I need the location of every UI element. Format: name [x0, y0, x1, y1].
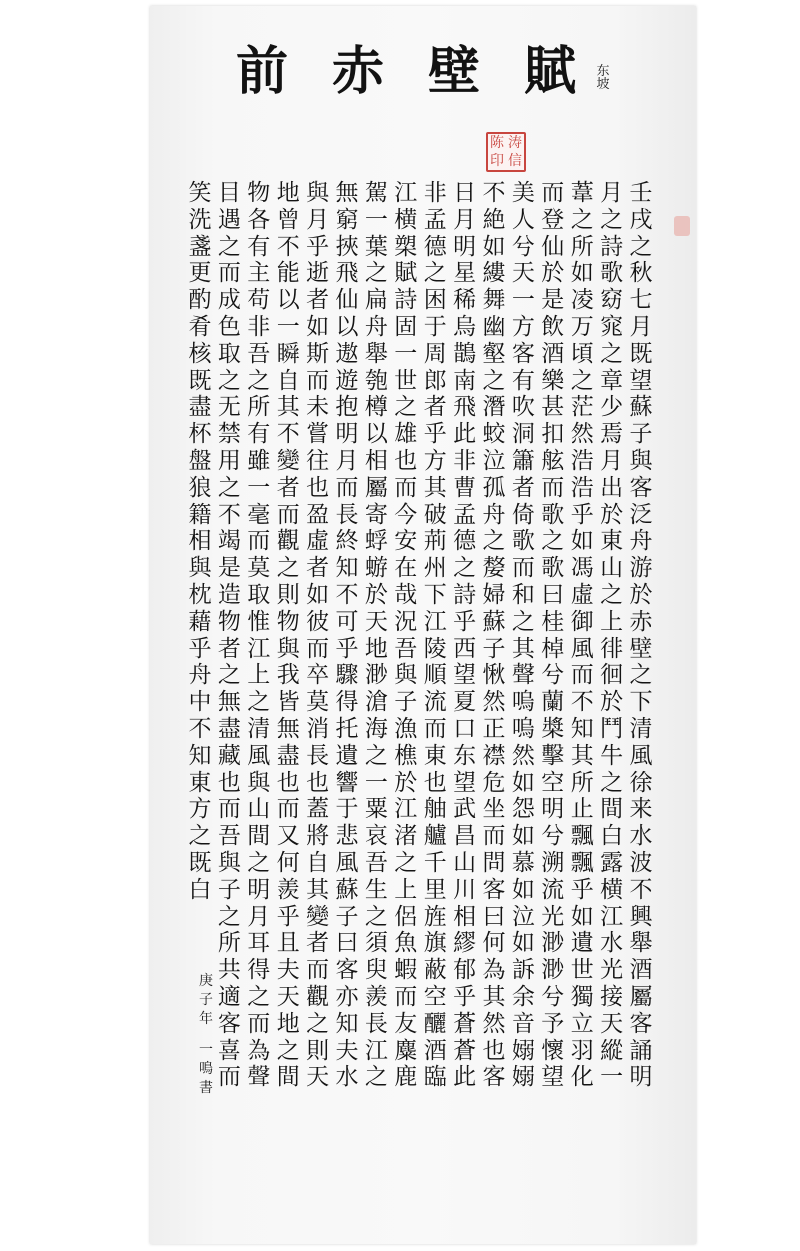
title-signature-char: 东: [596, 64, 610, 79]
text-column: 物 各 有 主 苟 非 吾 之 所 有 雖 一 毫 而 莫 取 惟 江 上 之 清 風 與 山 間 之 明 月 耳 得 之 而 為 聲: [247, 180, 271, 1091]
text-column: 非 孟 德 之 困 于 周 郎 者 乎 方 其 破 荊 州 下 江 陵 順 流 而 東 也 舳 艫 千 里 旌 旗 蔽 空 釃 酒 臨: [423, 180, 447, 1091]
seal-chars-char: 陈: [490, 135, 504, 151]
text-column: 葦 之 所 如 凌 万 頃 之 茫 然 浩 浩 乎 如 馮 虛 御 風 而 不 知 其 所 止 飄 飄 乎 如 遺 世 獨 立 羽 化: [570, 180, 594, 1091]
text-column: 與 月 乎 逝 者 如 斯 而 未 嘗 往 也 盈 虛 者 如 彼 而 卒 莫 消 長 也 蓋 將 自 其 變 者 而 觀 之 則 天: [306, 180, 330, 1091]
colophon-char: 子: [199, 992, 213, 1008]
text-column: 無 窮 挾 飛 仙 以 遨 遊 抱 明 月 而 長 終 知 不 可 乎 驟 得 托 遺 響 于 悲 風 蘇 子 曰 客 亦 知 夫 水: [335, 180, 359, 1091]
title-signature: [592, 58, 614, 98]
title: [236, 42, 576, 102]
seal-chars-char: 信: [508, 153, 522, 169]
colophon-char: 一: [199, 1042, 213, 1058]
text-column: 江 横 槊 賦 詩 固 一 世 之 雄 也 而 今 安 在 哉 況 吾 與 子 漁 樵 於 江 渚 之 上 侶 魚 蝦 而 友 麋 鹿: [394, 180, 418, 1091]
text-column: 目 遇 之 而 成 色 取 之 无 禁 用 之 不 竭 是 造 物 者 之 無 盡 藏 也 而 吾 與 子 之 所 共 適 客 喜 而: [217, 180, 241, 1091]
title-signature-char: 坡: [596, 77, 610, 92]
text-column: 壬 戌 之 秋 七 月 既 望 蘇 子 與 客 泛 舟 游 於 赤 壁 之 下 清 風 徐 来 水 波 不 興 舉 酒 屬 客 誦 明: [629, 180, 653, 1091]
text-column: 不 絶 如 縷 舞 幽 壑 之 潛 蛟 泣 孤 舟 之 嫠 婦 蘇 子 愀 然 正 襟 危 坐 而 問 客 曰 何 為 其 然 也 客: [482, 180, 506, 1091]
title-char: 賦: [523, 41, 576, 102]
text-column: 而 登 仙 於 是 飲 酒 樂 甚 扣 舷 而 歌 之 歌 曰 桂 棹 兮 蘭 槳 擊 空 明 兮 溯 流 光 渺 渺 兮 予 懷 望: [541, 180, 565, 1091]
text-column: 地 曾 不 能 以 一 瞬 自 其 不 變 者 而 觀 之 則 物 與 我 皆 無 盡 也 而 又 何 羨 乎 且 夫 天 地 之 間: [276, 180, 300, 1091]
title-char: 壁: [427, 41, 480, 102]
red-seal: [486, 132, 526, 172]
seal-chars-char: 涛: [508, 135, 522, 151]
text-column: 日 月 明 星 稀 烏 鵲 南 飛 此 非 曹 孟 德 之 詩 乎 西 望 夏 口 东 望 武 昌 山 川 相 繆 郁 乎 蒼 蒼 此: [453, 180, 477, 1091]
text-column: 笑 洗 盞 更 酌 肴 核 既 盡 杯 盤 狼 籍 相 與 枕 藉 乎 舟 中 不 知 東 方 之 既 白: [188, 180, 212, 903]
text-column: 月 之 詩 歌 窈 窕 之 章 少 焉 月 出 於 東 山 之 上 徘 徊 於 鬥 牛 之 間 白 露 横 江 水 光 接 天 縱 一: [600, 180, 624, 1091]
colophon: [199, 972, 213, 1098]
seal-chars-char: 印: [490, 153, 504, 169]
text-column: 美 人 兮 天 一 方 客 有 吹 洞 簫 者 倚 歌 而 和 之 其 聲 嗚 嗚 然 如 怨 如 慕 如 泣 如 訴 余 音 嫋 嫋: [511, 180, 535, 1091]
side-seal-mark: [674, 216, 690, 236]
colophon-char: 庚: [199, 973, 213, 989]
title-char: 前: [236, 41, 289, 102]
colophon-char: 書: [199, 1080, 213, 1096]
text-column: 駕 一 葉 之 扁 舟 舉 匏 樽 以 相 屬 寄 蜉 蝣 於 天 地 渺 滄 海 之 一 粟 哀 吾 生 之 須 臾 羨 長 江 之: [364, 180, 388, 1091]
colophon-char: 鳴: [199, 1061, 213, 1077]
title-char: 赤: [331, 41, 384, 102]
colophon-char: 年: [199, 1011, 213, 1027]
